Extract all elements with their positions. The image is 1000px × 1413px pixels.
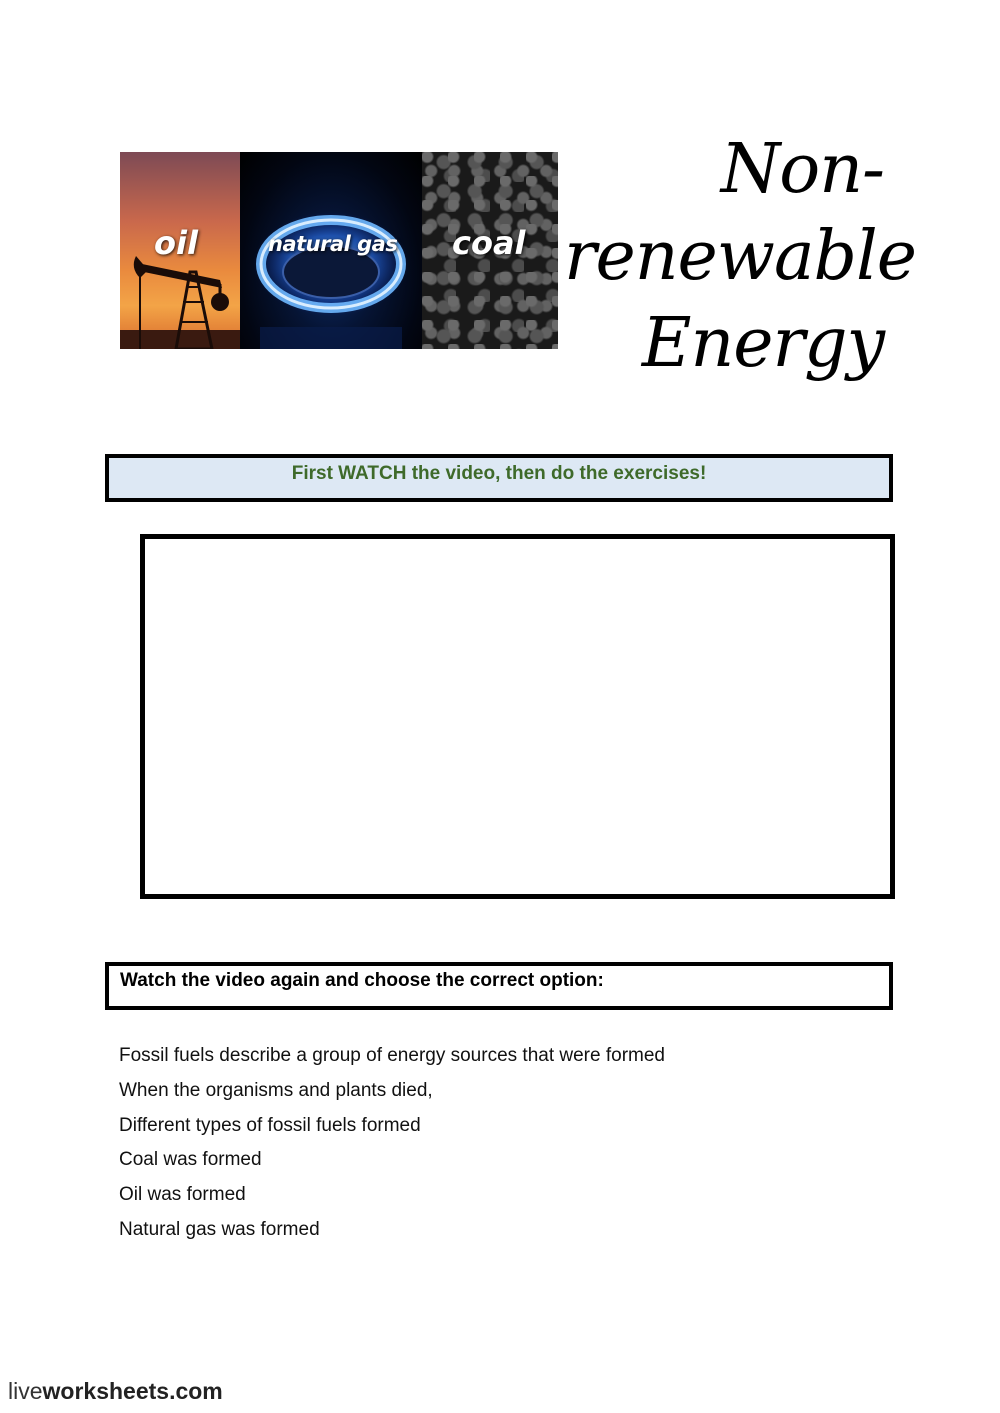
logo-prefix: live: [8, 1378, 43, 1404]
instruction-box-choose: [105, 962, 893, 1010]
oil-panel: [120, 152, 240, 349]
oil-label: oil: [154, 224, 198, 262]
logo-suffix: worksheets.com: [42, 1378, 223, 1404]
exercise-sentence: Coal was formed: [119, 1149, 262, 1171]
video-embed-frame[interactable]: [140, 534, 895, 899]
exercise-sentence: Fossil fuels describe a group of energy sources that were formed: [119, 1045, 665, 1066]
natural-gas-label: natural gas: [268, 232, 398, 256]
natural-gas-panel: [240, 152, 422, 349]
exercise-sentence: Different types of fossil fuels formed: [119, 1114, 421, 1136]
instruction-text-watch: First WATCH the video, then do the exercises!: [291, 463, 707, 484]
title-line-1: Non-: [720, 130, 884, 209]
exercise-sentence-list: [119, 1043, 665, 1252]
title-line-3: Energy: [641, 304, 884, 383]
page-title: [564, 126, 917, 387]
instruction-box-watch: [105, 454, 893, 502]
exercise-sentence: Natural gas was formed: [119, 1218, 320, 1240]
liveworksheets-logo: [8, 1378, 223, 1405]
coal-panel: [422, 152, 558, 349]
exercise-sentence: Oil was formed: [119, 1184, 246, 1206]
energy-banner-image: [120, 152, 558, 349]
coal-label: coal: [452, 224, 526, 262]
title-line-2: renewable: [564, 217, 917, 296]
instruction-text-choose: Watch the video again and choose the correct option:: [120, 970, 604, 991]
exercise-sentence: When the organisms and plants died,: [119, 1079, 433, 1101]
